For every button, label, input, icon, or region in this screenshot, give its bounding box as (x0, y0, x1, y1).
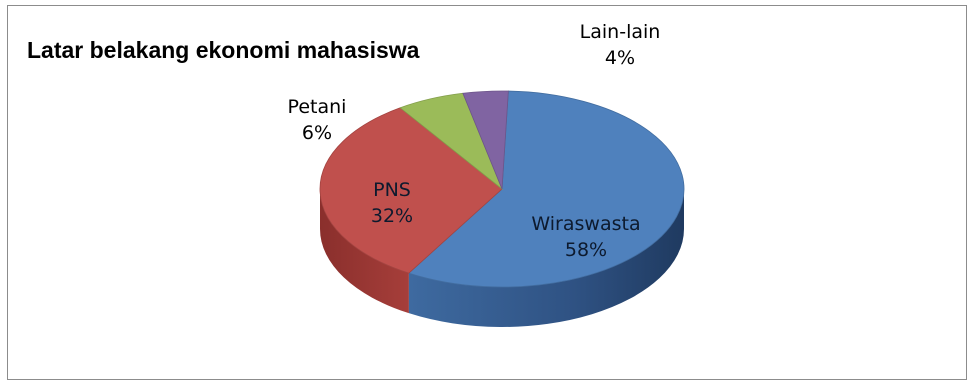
data-label-lain-lain (580, 21, 661, 69)
chart-title: Latar belakang ekonomi mahasiswa (27, 37, 420, 63)
pie-plot (288, 21, 684, 327)
data-label-wiraswasta-percent: 58% (564, 239, 608, 261)
data-label-lain-lain-category: Lain-lain (579, 21, 661, 43)
data-label-petani-percent: 6% (301, 122, 333, 144)
data-label-petani-category: Petani (287, 96, 347, 118)
data-label-pns-percent: 32% (370, 205, 414, 227)
data-label-lain-lain-percent: 4% (604, 47, 636, 69)
data-label-pns-category: PNS (373, 179, 411, 201)
data-label-petani (288, 96, 347, 144)
data-label-wiraswasta-category: Wiraswasta (531, 213, 641, 235)
